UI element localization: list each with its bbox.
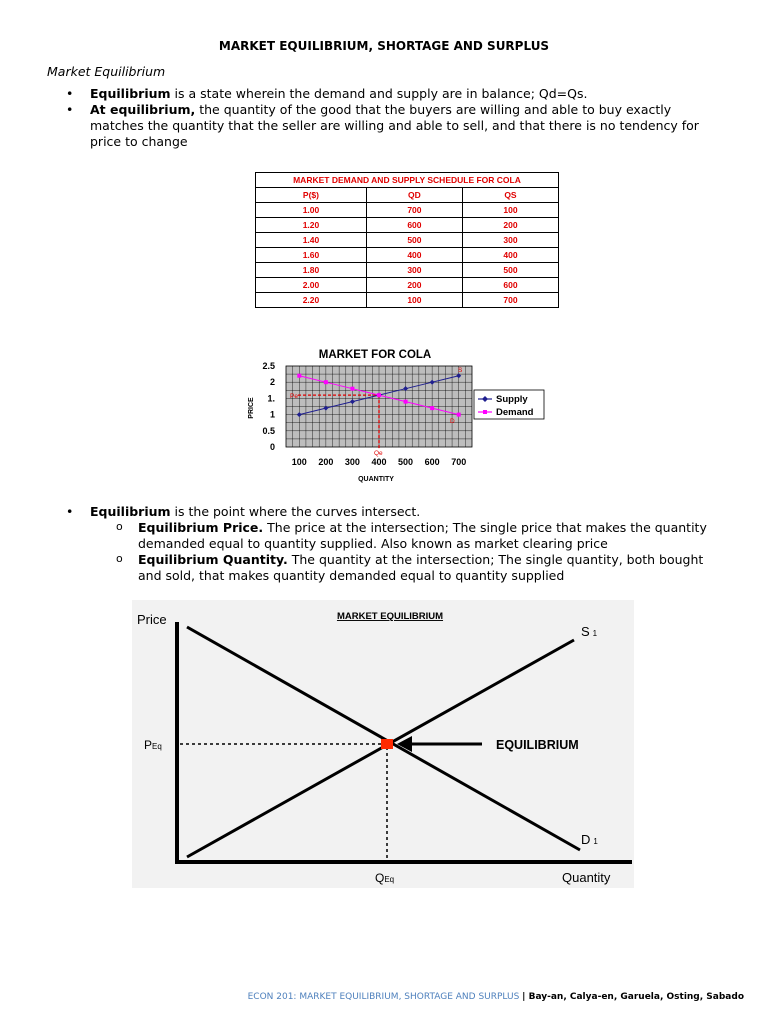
y-tick-label: 2 (269, 377, 275, 388)
table-cell: 400 (462, 248, 558, 263)
x-axis-label: QUANTITY (358, 476, 394, 483)
table-cell: 1.00 (256, 203, 367, 218)
table-row (256, 278, 559, 293)
footer-course: ECON 201: MARKET EQUILIBRIUM, SHORTAGE AND SURPLUS (247, 992, 520, 1002)
qe-label: Qe (374, 450, 383, 457)
y-tick-label: 1. (267, 393, 275, 404)
data-point-demand (377, 393, 381, 397)
demand-label: D 1 (581, 832, 598, 847)
y-axis-label: PRICE (248, 397, 255, 419)
legend-demand-label: Demand (496, 407, 534, 418)
y-tick-label: 2.5 (262, 361, 275, 371)
peq-label: PEq (144, 738, 162, 752)
term: Equilibrium (90, 86, 171, 101)
definition: The quantity at the intersection; The single quantity, both bought and sold, that makes quantity demanded equal to quantity supplied (138, 552, 704, 583)
qeq-label: QEq (375, 871, 395, 885)
x-tick-label: 300 (344, 457, 360, 467)
table-cell: 600 (462, 278, 558, 293)
data-point-demand (350, 387, 354, 391)
x-tick-label: 200 (318, 457, 334, 467)
cola-market-chart (238, 342, 558, 490)
y-tick-label: 1 (269, 409, 275, 420)
table-cell: 2.00 (256, 278, 367, 293)
definition-list (66, 86, 706, 150)
x-tick-label: 100 (291, 457, 307, 467)
y-tick-label: 0.5 (262, 425, 275, 436)
section-heading: Market Equilibrium (47, 64, 166, 79)
data-point-demand (297, 374, 301, 378)
x-tick-labels (292, 457, 466, 467)
demand-curve-label: D (450, 418, 455, 425)
data-point-demand (457, 413, 461, 417)
table-cell: 1.20 (256, 218, 367, 233)
diagram-title: MARKET EQUILIBRIUM (336, 611, 444, 622)
table-cell: 700 (366, 203, 462, 218)
y-tick-labels (262, 361, 275, 452)
table-cell: 1.80 (256, 263, 367, 278)
sub-list (90, 520, 726, 584)
table-cell: 700 (462, 293, 558, 308)
table-header: QD (366, 188, 462, 203)
table-cell: 200 (366, 278, 462, 293)
table-row (256, 218, 559, 233)
table-header: P($) (256, 188, 367, 203)
table-row (256, 203, 559, 218)
table-cell: 2.20 (256, 293, 367, 308)
sub-list-item (116, 520, 726, 552)
table-cell: 300 (462, 233, 558, 248)
data-point-demand (324, 380, 328, 384)
footer-authors: | Bay-an, Calya-en, Garuela, Osting, Sabado (522, 992, 744, 1002)
list-item (66, 102, 706, 150)
x-tick-label: 700 (451, 457, 467, 467)
table-row (256, 248, 559, 263)
supply-curve-label: S (458, 367, 463, 374)
table-cell: 300 (366, 263, 462, 278)
supply-label: S 1 (581, 624, 598, 639)
equilibrium-diagram (130, 598, 640, 890)
list-item (66, 86, 706, 102)
table-cell: 200 (462, 218, 558, 233)
intersection-list (66, 504, 726, 584)
data-point-demand (430, 406, 434, 410)
definition: The price at the intersection; The single price that makes the quantity demanded equal to quantity supplied. Also known as market clearing price (138, 520, 707, 551)
table-cell: 100 (462, 203, 558, 218)
definition: the quantity of the good that the buyers are willing and able to buy exactly matches the quantity that the seller are willing and able to sell, and that there is no tendency for price to change (90, 102, 699, 149)
table-cell: 1.60 (256, 248, 367, 263)
legend-supply-label: Supply (496, 394, 528, 405)
x-tick-label: 600 (424, 457, 440, 467)
table-header: QS (462, 188, 558, 203)
table-cell: 100 (366, 293, 462, 308)
table-cell: 400 (366, 248, 462, 263)
page-title: MARKET EQUILIBRIUM, SHORTAGE AND SURPLUS (218, 39, 550, 53)
x-tick-label: 500 (398, 457, 414, 467)
chart-title: MARKET FOR COLA (318, 349, 432, 361)
term: Equilibrium Quantity. (138, 552, 288, 567)
table-row (256, 263, 559, 278)
price-axis-label: Price (137, 612, 167, 627)
sub-list-item (116, 552, 726, 584)
equilibrium-point (381, 739, 393, 749)
legend-demand-marker (483, 410, 487, 414)
table-cell: 600 (366, 218, 462, 233)
pe-label: Pe (290, 393, 298, 400)
data-point-demand (404, 400, 408, 404)
y-tick-label: 0 (269, 442, 275, 452)
table-row (256, 233, 559, 248)
table-cell: 500 (462, 263, 558, 278)
table-cell: 1.40 (256, 233, 367, 248)
term: Equilibrium Price. (138, 520, 264, 535)
table-row (256, 293, 559, 308)
table-caption: MARKET DEMAND AND SUPPLY SCHEDULE FOR COLA (256, 173, 559, 188)
term: Equilibrium (90, 504, 171, 519)
definition: is a state wherein the demand and supply are in balance; Qd=Qs. (170, 86, 588, 101)
schedule-table (255, 172, 559, 308)
quantity-axis-label: Quantity (562, 870, 611, 885)
list-item (66, 504, 726, 584)
definition: is the point where the curves intersect. (170, 504, 421, 519)
term: At equilibrium, (90, 102, 196, 117)
page-footer (0, 992, 744, 1002)
table-cell: 500 (366, 233, 462, 248)
equilibrium-label: EQUILIBRIUM (496, 738, 579, 752)
x-tick-label: 400 (371, 457, 387, 467)
